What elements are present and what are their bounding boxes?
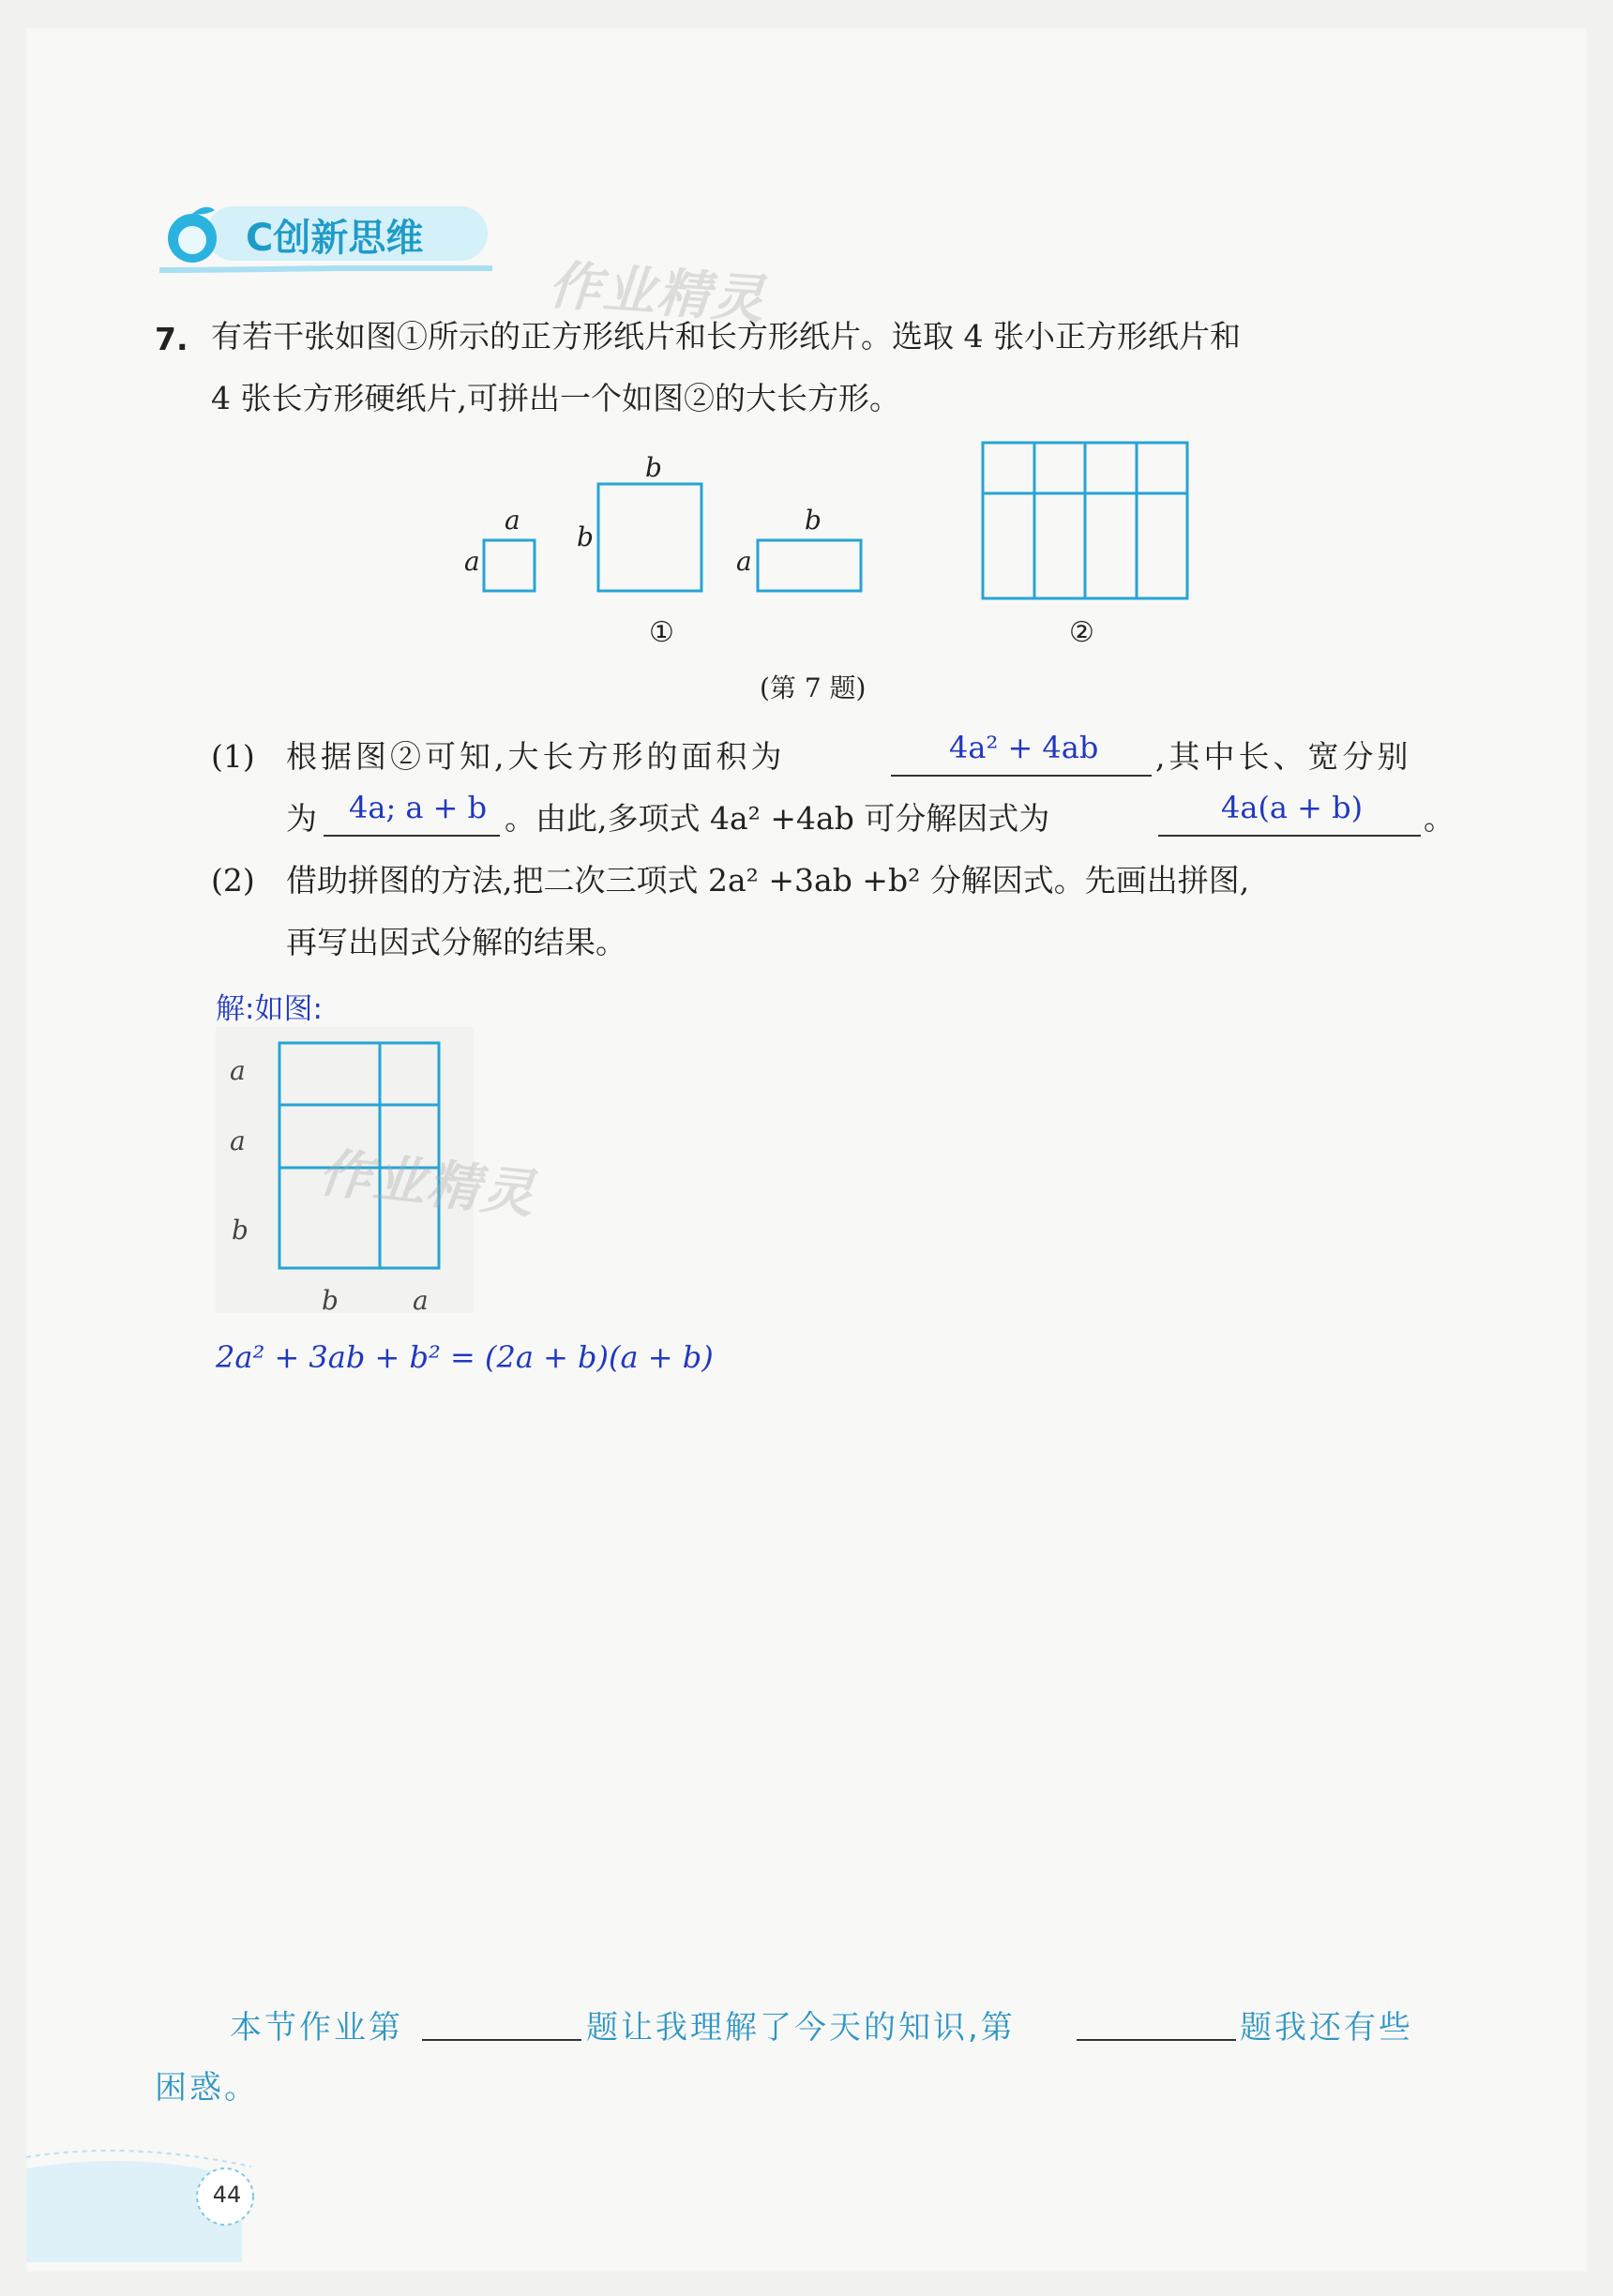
label-big-square-left: b bbox=[577, 521, 594, 552]
solution-col-label-1: b bbox=[322, 1285, 339, 1316]
figure-1-label: ① bbox=[649, 616, 674, 649]
answer-dims: 4a; a + b bbox=[349, 790, 488, 825]
answer-blank-factor[interactable] bbox=[1158, 835, 1421, 837]
label-small-square-top: a bbox=[505, 505, 520, 536]
answer-blank-dims[interactable] bbox=[324, 835, 500, 837]
question-number: 7. bbox=[155, 321, 188, 357]
footer-text-d: 困惑。 bbox=[155, 2069, 259, 2107]
big-square bbox=[598, 484, 701, 591]
section-title: C创新思维 bbox=[246, 217, 424, 260]
part1-text-e: 。 bbox=[1424, 800, 1455, 837]
footer-blank-1[interactable] bbox=[422, 2039, 581, 2041]
question-line-1: 有若干张如图①所示的正方形纸片和长方形纸片。选取 4 张小正方形纸片和 bbox=[211, 318, 1241, 355]
question-line-2: 4 张长方形硬纸片,可拼出一个如图②的大长方形。 bbox=[211, 380, 900, 416]
solution-row-label-3: b bbox=[232, 1215, 249, 1246]
solution-row-label-1: a bbox=[230, 1055, 246, 1086]
footer-text-c: 题我还有些 bbox=[1240, 2009, 1413, 2047]
label-rect-top: b bbox=[805, 505, 822, 536]
part2-label: (2) bbox=[211, 862, 255, 899]
watermark-2: 作业精灵 bbox=[315, 1142, 539, 1226]
label-rect-left: a bbox=[736, 546, 752, 577]
page-corner-decoration bbox=[26, 2140, 364, 2262]
part1-label: (1) bbox=[211, 738, 255, 775]
page-number: 44 bbox=[212, 2182, 242, 2208]
part2-line-2: 再写出因式分解的结果。 bbox=[286, 924, 626, 960]
answer-factor: 4a(a + b) bbox=[1221, 790, 1364, 825]
answer-area: 4a² + 4ab bbox=[949, 730, 1099, 765]
label-big-square-top: b bbox=[645, 452, 662, 483]
footer-text-a: 本节作业第 bbox=[230, 2009, 403, 2047]
part1-text-b: ,其中长、宽分别 bbox=[1155, 738, 1412, 775]
answer-blank-area[interactable] bbox=[891, 775, 1152, 777]
part1-text-a: 根据图②可知,大长方形的面积为 bbox=[286, 738, 786, 775]
label-small-square-left: a bbox=[464, 546, 480, 577]
part1-text-c: 为 bbox=[286, 800, 317, 837]
watermark: 作业精灵 bbox=[546, 254, 768, 332]
footer-text-b: 题让我理解了今天的知识,第 bbox=[586, 2009, 1016, 2047]
solution-col-label-2: a bbox=[413, 1285, 429, 1316]
rectangle-piece bbox=[758, 540, 861, 591]
solution-result: 2a² + 3ab + b² = (2a + b)(a + b) bbox=[216, 1339, 714, 1375]
part2-line-1: 借助拼图的方法,把二次三项式 2a² +3ab +b² 分解因式。先画出拼图, bbox=[286, 862, 1250, 899]
small-square bbox=[484, 540, 535, 591]
solution-row-label-2: a bbox=[230, 1125, 246, 1156]
figure-2-label: ② bbox=[1069, 616, 1094, 649]
footer-blank-2[interactable] bbox=[1077, 2039, 1236, 2041]
figure-caption: (第 7 题) bbox=[760, 672, 867, 703]
solution-intro: 解:如图: bbox=[216, 992, 323, 1026]
question-figure bbox=[450, 441, 1219, 657]
part1-text-d: 。由此,多项式 4a² +4ab 可分解因式为 bbox=[505, 800, 1050, 837]
